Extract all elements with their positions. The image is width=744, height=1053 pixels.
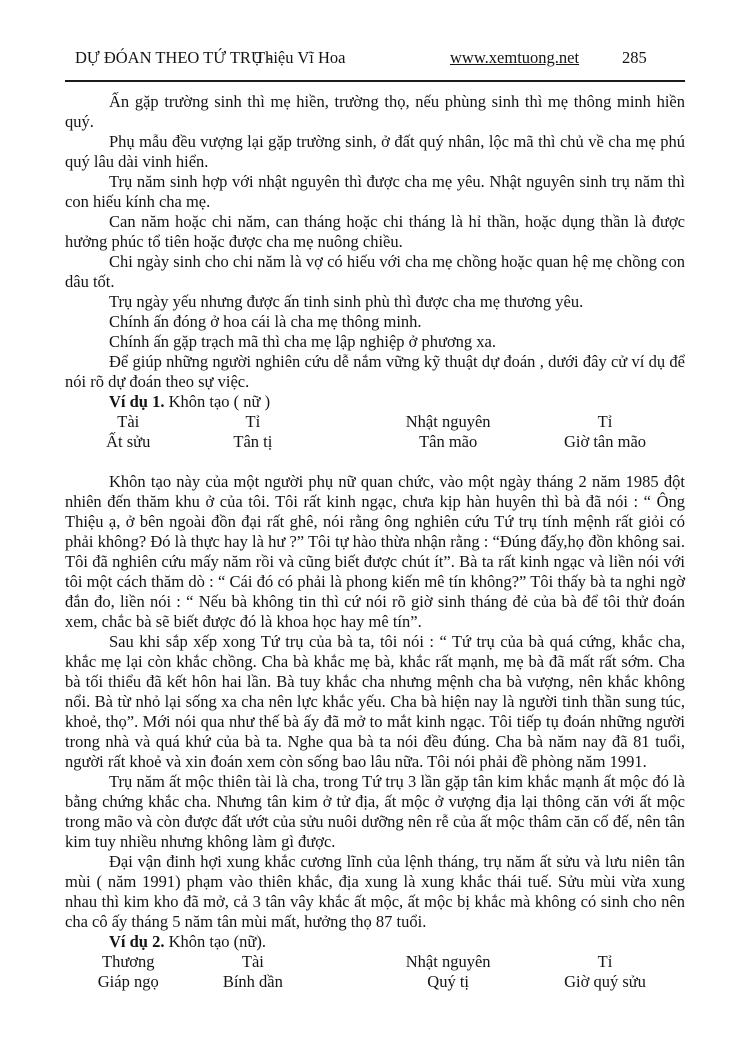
header-divider <box>65 80 685 82</box>
paragraph: Đại vận đinh hợi xung khắc cương lĩnh của lệnh tháng, trụ năm ất sửu và lưu niên tân mùi ( năm 1991) phạm vào thiên khắc, địa xung là xung khắc thái tuế. Sửu mùi vừa xung nhau thì kim kho đã mở, cả 3 tân vây khắc ất mộc, ất mộc bị khắc mà không có sinh cho nên cha cô ấy tháng 5 năm tân mùi mất, hưởng thọ 87 tuổi. <box>65 852 685 931</box>
pillar-value-cell: Tân tị <box>233 432 273 451</box>
pillar-header-cell: Tài <box>117 412 140 431</box>
example1-caption: Khôn tạo ( nữ ) <box>168 392 271 411</box>
pillar-header-cell: Nhật nguyên <box>405 412 491 431</box>
example1-label: Ví dụ 1. <box>109 392 165 411</box>
author-name: Thiệu Vĩ Hoa <box>255 48 346 67</box>
page-number: 285 <box>622 48 647 67</box>
paragraph: Khôn tạo này của một người phụ nữ quan chức, vào một ngày tháng 2 năm 1985 đột nhiên đến thăm khu ở của tôi. Tôi rất kinh ngạc, chưa kịp hàn huyên thì bà đã nói : “ Ông Thiệu ạ, ở bên ngoài đồn đại rất ghê, nói rằng ông nghiên cứu Tứ trụ tính mệnh rất giỏi có phải không? Đó là thực hay là hư ?” Tôi tự hào thừa nhận rằng : “Đúng đấy,họ đồn không sai. Tôi đã nghiên cứu mấy năm rồi và cũng biết được chút ít”. Bà ta rất kinh ngạc và liền nói với tôi một cách thăm dò : “ Cái đó có phải là phong kiến mê tín không?” Tôi thấy bà ta nghi ngờ đắn đo, liền nói : “ Nếu bà không tin thì cứ nói rõ giờ sinh tháng đẻ của bà để tôi thử đoán xem, chắc bà sẽ biết được đó là khoa học hay mê tín”. <box>65 472 685 631</box>
pillar-value-cell: Giáp ngọ <box>97 972 159 991</box>
paragraph: Ấn gặp trường sinh thì mẹ hiền, trường thọ, nếu phùng sinh thì mẹ thông minh hiền quý. <box>65 92 685 131</box>
paragraph: Chi ngày sinh cho chi năm là vợ có hiếu với cha mẹ chồng hoặc quan hệ mẹ chồng con dâu tốt. <box>65 252 685 291</box>
pillar-header-cell: Tỉ <box>245 412 261 431</box>
pillar-value-cell: Giờ quý sửu <box>564 972 646 991</box>
pillar-header-row <box>65 952 685 972</box>
pillar-value-cell: Quý tị <box>427 972 470 991</box>
website-link[interactable]: www.xemtuong.net <box>450 48 580 67</box>
pillar-value-row <box>65 972 685 992</box>
pillar-value-cell: Giờ tân mão <box>563 432 647 451</box>
pillar-header-cell: Nhật nguyên <box>405 952 491 971</box>
paragraph: Can năm hoặc chi năm, can tháng hoặc chi tháng là hỉ thần, hoặc dụng thần là được hưởng phúc tổ tiên hoặc được cha mẹ nuông chiều. <box>65 212 685 251</box>
paragraph: Sau khi sắp xếp xong Tứ trụ của bà ta, tôi nói : “ Tứ trụ của bà quá cứng, khắc cha, khắc mẹ lại còn khắc chồng. Cha bà khắc mẹ bà, khắc rất mạnh, mẹ bà đã mất rất sớm. Cha bà tối thiểu đã kết hôn hai lần. Bà tuy khắc cha nhưng mệnh cha bà vượng, nên khắc không nổi. Bà từ nhỏ lại sống xa cha nên lực khắc yếu. Cha bà hiện nay là người tinh thần sung túc, khoẻ, thọ”. Mới nói qua như thế bà ấy đã mở to mắt kinh ngạc. Tôi tiếp tụ đoán những người trong nhà và quá khứ của bà ta. Nghe qua bà ta nói đều đúng. Cha bà năm nay đã 81 tuổi, người rất khoẻ và xin đoán xem còn sống bao lâu nữa. Tôi nói phải đề phòng năm 1991. <box>65 632 685 771</box>
pillar-header-row <box>65 412 685 432</box>
paragraph: Chính ấn gặp trạch mã thì cha mẹ lập nghiệp ở phương xa. <box>109 332 497 351</box>
pillar-value-row <box>65 432 685 452</box>
paragraph: Chính ấn đóng ở hoa cái là cha mẹ thông minh. <box>109 312 422 331</box>
book-title: DỰ ĐÓAN THEO TỨ TRỤ - <box>75 48 273 67</box>
pillar-header-cell: Tỉ <box>597 412 613 431</box>
pillar-value-cell: Ất sửu <box>106 432 151 451</box>
paragraph: Trụ ngày yếu nhưng được ấn tinh sinh phù thì được cha mẹ thương yêu. <box>109 292 584 311</box>
example1-title <box>65 392 685 412</box>
page-header <box>65 48 685 72</box>
example1-pillar-table <box>65 412 685 452</box>
example2-caption: Khôn tạo (nữ). <box>168 932 266 951</box>
pillar-header-cell: Tỉ <box>597 952 613 971</box>
example2-title <box>65 932 685 952</box>
paragraph: Trụ năm sinh hợp với nhật nguyên thì được cha mẹ yêu. Nhật nguyên sinh trụ năm thì con hiếu kính cha mẹ. <box>65 172 685 211</box>
pillar-value-cell: Bính dần <box>222 972 283 991</box>
pillar-header-cell: Thương <box>101 952 155 971</box>
example2-label: Ví dụ 2. <box>109 932 165 951</box>
pillar-value-cell: Tân mão <box>419 432 478 451</box>
pillar-header-cell: Tài <box>241 952 264 971</box>
page-body <box>65 92 685 992</box>
paragraph: Để giúp những người nghiên cứu dễ nắm vững kỹ thuật dự đoán , dưới đây cử ví dụ để nói rõ dự đoán theo sự việc. <box>65 352 685 391</box>
paragraph: Phụ mẫu đều vượng lại gặp trường sinh, ở đất quý nhân, lộc mã thì chủ về cha mẹ phú quý lâu dài vinh hiển. <box>65 132 685 171</box>
example2-pillar-table <box>65 952 685 992</box>
paragraph: Trụ năm ất mộc thiên tài là cha, trong Tứ trụ 3 lần gặp tân kim khắc mạnh ất mộc đó là bằng chứng khắc cha. Nhưng tân kim ở tử địa, ất mộc ở vượng địa lại thông căn với ất mộc trong mão và còn được đất ướt của sửu nuôi dưỡng nên rễ của ất mộc thâm căn cố đế, nên tân kim tuy nhiều nhưng không làm gì được. <box>65 772 685 851</box>
